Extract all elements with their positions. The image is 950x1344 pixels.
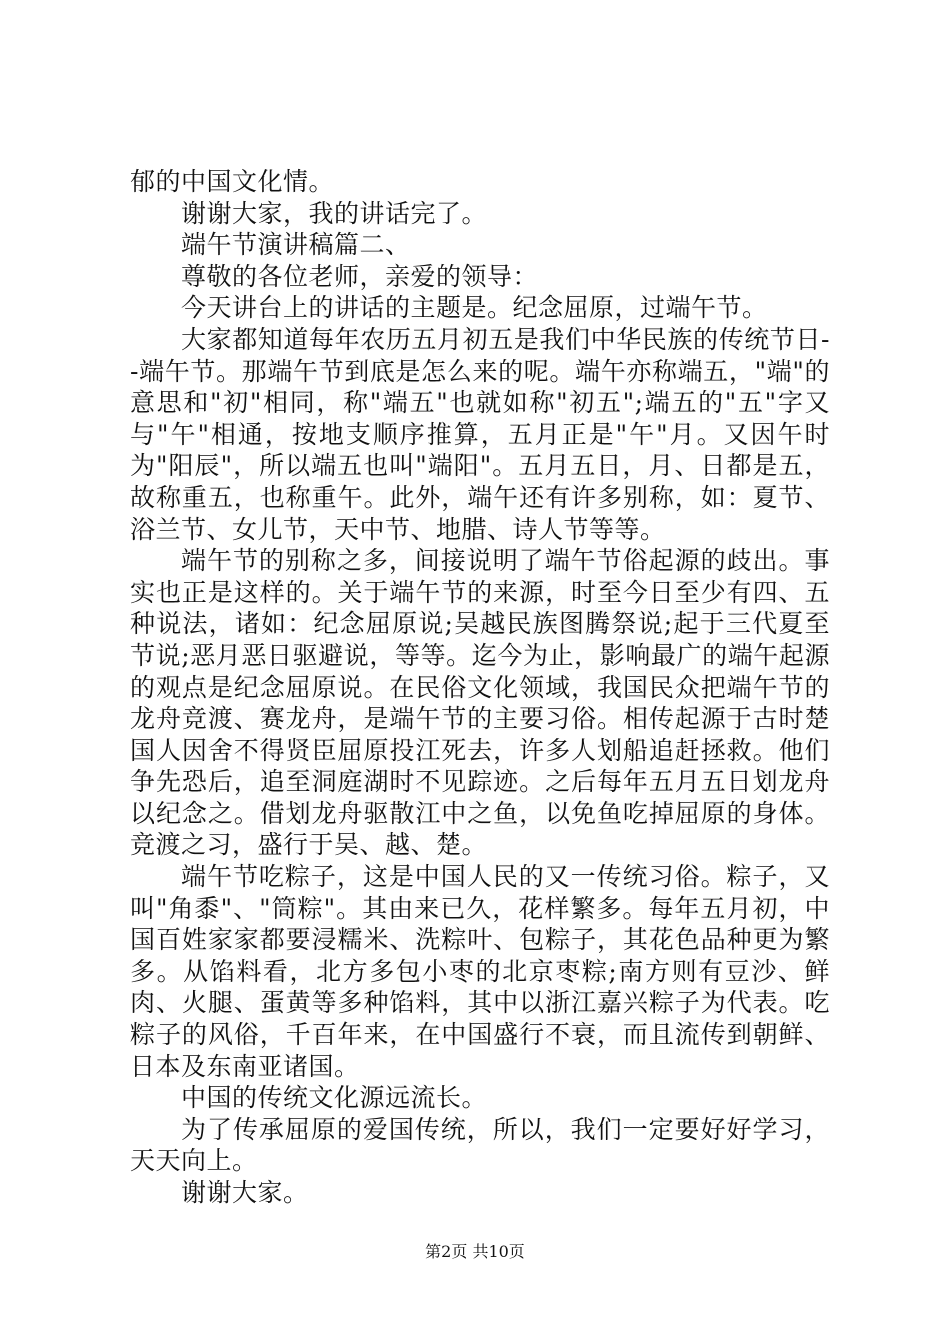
paragraph: 中国的传统文化源远流长。 [181,1083,488,1113]
salutation: 尊敬的各位老师，亲爱的领导： [181,261,539,291]
paragraph: 郁的中国文化情。 [130,167,335,196]
paragraph: 大家都知道每年农历五月初五是我们中华民族的传统节日--端午节。那端午节到底是怎么来的呢。端午亦称端五，"端"的意思和"初"相同，称"端五"也就如称"初五";端五的"五"字又与"午"相通，按地支顺序推算，五月正是"午"月。又因午时为"阳辰"，所以端五也叫"端阳"。五月五日，月、日都是五，故称重五，也称重午。此外，端午还有许多别称，如：夏节、浴兰节、女儿节，天中节、地腊、诗人节等等。 [130,324,830,544]
page-number-footer: 第2页 共10页 [425,1242,525,1261]
document-body [130,166,830,1209]
paragraph: 为了传承屈原的爱国传统，所以，我们一定要好好学习，天天向上。 [130,1114,830,1176]
paragraph: 谢谢大家，我的讲话完了。 [181,198,488,228]
section-heading: 端午节演讲稿篇二、 [181,230,411,260]
paragraph: 今天讲台上的讲话的主题是。纪念屈原，过端午节。 [181,293,768,323]
paragraph: 端午节的别称之多，间接说明了端午节俗起源的歧出。事实也正是这样的。关于端午节的来源，时至今日至少有四、五种说法，诸如：纪念屈原说;吴越民族图腾祭说;起于三代夏至节说;恶月恶日驱避说，等等。迄今为止，影响最广的端午起源的观点是纪念屈原说。在民俗文化领域，我国民众把端午节的龙舟竞渡、赛龙舟，是端午节的主要习俗。相传起源于古时楚国人因舍不得贤臣屈原投江死去，许多人划船追赶拯救。他们争先恐后，追至洞庭湖时不见踪迹。之后每年五月五日划龙舟以纪念之。借划龙舟驱散江中之鱼，以免鱼吃掉屈原的身体。竞渡之习，盛行于吴、越、楚。 [130,546,830,860]
closing: 谢谢大家。 [181,1178,309,1207]
paragraph: 端午节吃粽子，这是中国人民的又一传统习俗。粽子，又叫"角黍"、"筒粽"。其由来已久，花样繁多。每年五月初，中国百姓家家都要浸糯米、洗粽叶、包粽子，其花色品种更为繁多。从馅料看，北方多包小枣的北京枣粽;南方则有豆沙、鲜肉、火腿、蛋黄等多种馅料，其中以浙江嘉兴粽子为代表。吃粽子的风俗，千百年来，在中国盛行不衰，而且流传到朝鲜、日本及东南亚诸国。 [130,862,830,1081]
